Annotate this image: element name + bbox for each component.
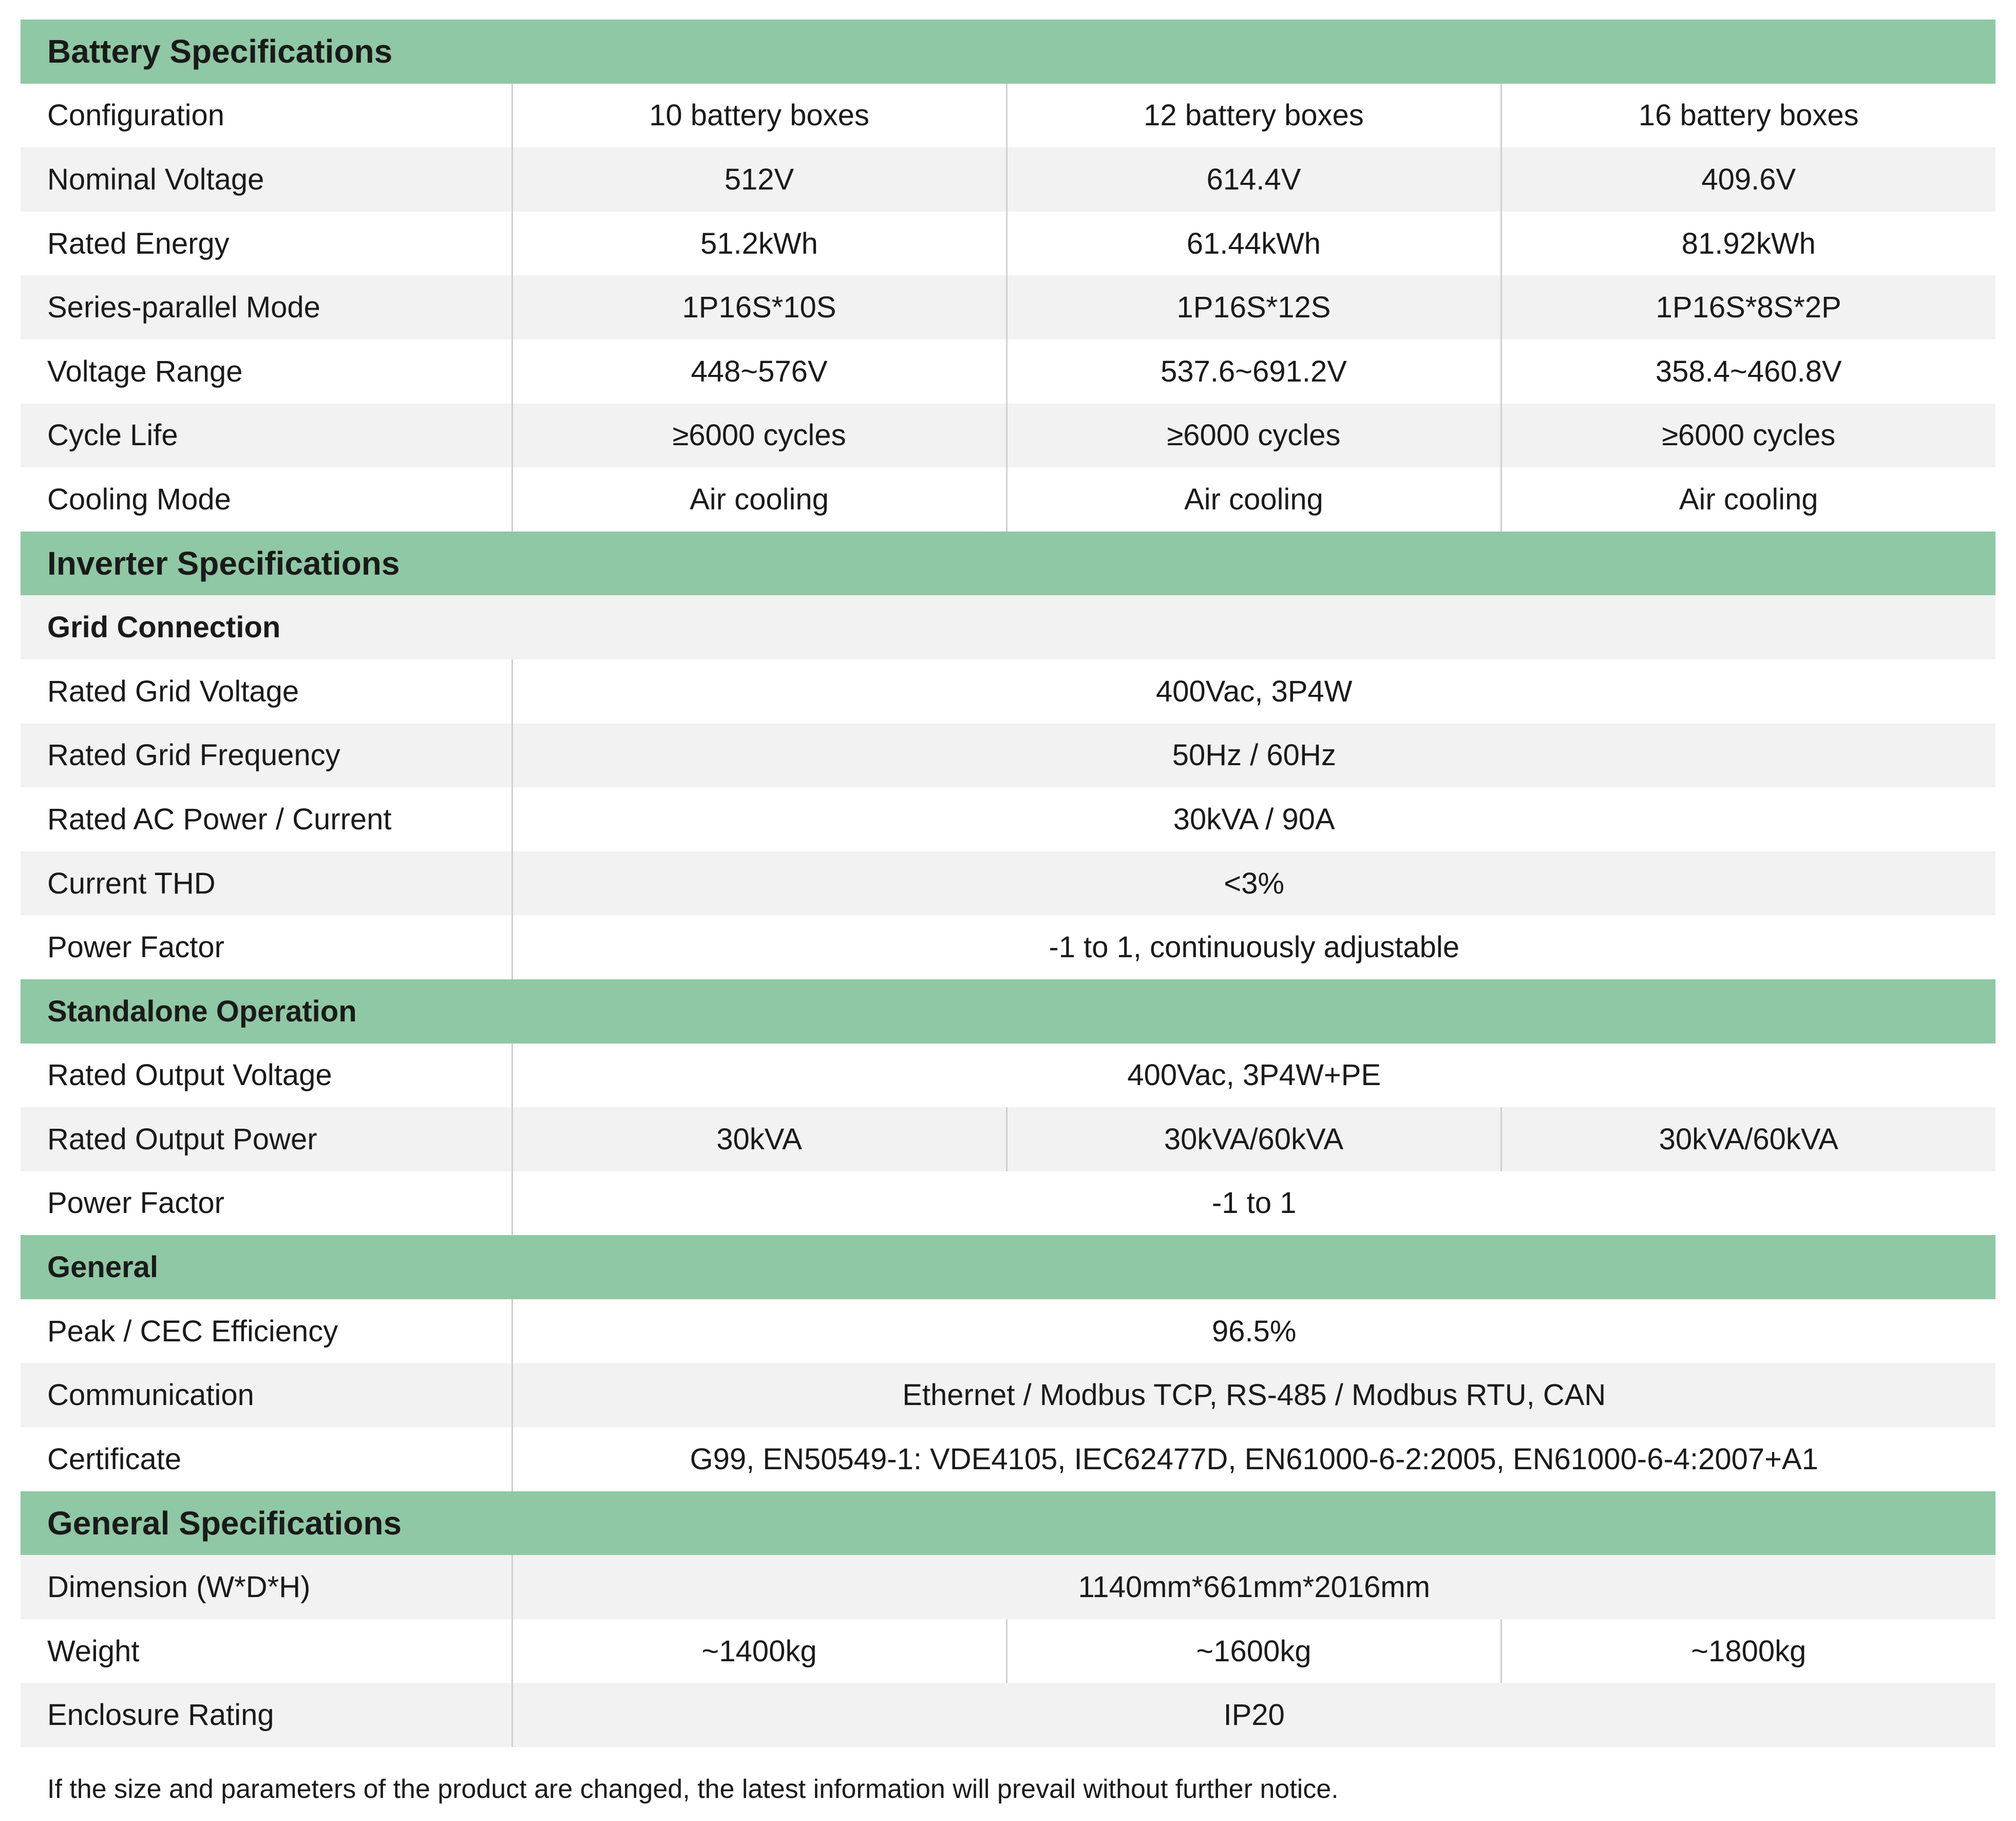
- cell-value: -1 to 1: [512, 1171, 1995, 1236]
- subsection-title: Grid Connection: [21, 595, 1995, 659]
- cell-value: ≥6000 cycles: [1006, 404, 1501, 468]
- row-label: Communication: [21, 1363, 512, 1427]
- table-row: [21, 1683, 1995, 1747]
- row-label: Dimension (W*D*H): [21, 1555, 512, 1619]
- row-label: Rated Grid Voltage: [21, 659, 512, 724]
- cell-value: -1 to 1, continuously adjustable: [512, 915, 1995, 979]
- row-label: Configuration: [21, 84, 512, 148]
- table-row: [21, 404, 1995, 468]
- cell-value: 16 battery boxes: [1501, 84, 1995, 148]
- cell-value: 50Hz / 60Hz: [512, 724, 1995, 788]
- row-label: Power Factor: [21, 915, 512, 979]
- table-row: [21, 787, 1995, 851]
- row-label: Voltage Range: [21, 339, 512, 404]
- cell-value: 51.2kWh: [512, 212, 1006, 276]
- cell-value: ~1400kg: [512, 1619, 1006, 1683]
- cell-value: 512V: [512, 147, 1006, 212]
- table-row: [21, 467, 1995, 532]
- cell-value: 12 battery boxes: [1006, 84, 1501, 148]
- table-row: [21, 275, 1995, 339]
- cell-value: IP20: [512, 1683, 1995, 1747]
- row-label: Enclosure Rating: [21, 1683, 512, 1747]
- section-title: Battery Specifications: [21, 20, 1995, 84]
- cell-value: 1P16S*12S: [1006, 275, 1501, 339]
- table-row: [21, 1299, 1995, 1363]
- row-label: Cooling Mode: [21, 467, 512, 532]
- cell-value: Air cooling: [512, 467, 1006, 532]
- row-label: Weight: [21, 1619, 512, 1683]
- subsection-general: [21, 1235, 1995, 1299]
- cell-value: ~1800kg: [1501, 1619, 1995, 1683]
- cell-value: <3%: [512, 851, 1995, 916]
- row-label: Series-parallel Mode: [21, 275, 512, 339]
- cell-value: 10 battery boxes: [512, 84, 1006, 148]
- section-title: Inverter Specifications: [21, 532, 1995, 596]
- table-row: [21, 851, 1995, 916]
- row-label: Rated Energy: [21, 212, 512, 276]
- cell-value: 1P16S*8S*2P: [1501, 275, 1995, 339]
- subsection-title: Standalone Operation: [21, 979, 1995, 1044]
- row-label: Rated Grid Frequency: [21, 724, 512, 788]
- cell-value: 400Vac, 3P4W: [512, 659, 1995, 724]
- table-row: [21, 1107, 1995, 1171]
- cell-value: 81.92kWh: [1501, 212, 1995, 276]
- cell-value: 448~576V: [512, 339, 1006, 404]
- table-row: [21, 339, 1995, 404]
- spec-table: [21, 20, 1995, 1747]
- cell-value: Air cooling: [1006, 467, 1501, 532]
- cell-value: 409.6V: [1501, 147, 1995, 212]
- table-row: [21, 1555, 1995, 1619]
- table-row: [21, 1044, 1995, 1108]
- cell-value: ~1600kg: [1006, 1619, 1501, 1683]
- cell-value: 614.4V: [1006, 147, 1501, 212]
- cell-value: 537.6~691.2V: [1006, 339, 1501, 404]
- table-row: [21, 84, 1995, 148]
- row-label: Certificate: [21, 1427, 512, 1491]
- table-row: [21, 1427, 1995, 1491]
- spec-sheet: [21, 20, 1995, 1747]
- row-label: Current THD: [21, 851, 512, 916]
- table-row: [21, 659, 1995, 724]
- section-title: General Specifications: [21, 1491, 1995, 1556]
- cell-value: Air cooling: [1501, 467, 1995, 532]
- cell-value: 30kVA/60kVA: [1006, 1107, 1501, 1171]
- cell-value: 61.44kWh: [1006, 212, 1501, 276]
- table-row: [21, 1619, 1995, 1683]
- row-label: Rated Output Power: [21, 1107, 512, 1171]
- subsection-grid-connection: [21, 595, 1995, 659]
- cell-value: 400Vac, 3P4W+PE: [512, 1044, 1995, 1108]
- row-label: Power Factor: [21, 1171, 512, 1236]
- cell-value: 30kVA / 90A: [512, 787, 1995, 851]
- cell-value: ≥6000 cycles: [1501, 404, 1995, 468]
- row-label: Peak / CEC Efficiency: [21, 1299, 512, 1363]
- subsection-standalone-operation: [21, 979, 1995, 1044]
- cell-value: 1P16S*10S: [512, 275, 1006, 339]
- table-row: [21, 212, 1995, 276]
- table-row: [21, 147, 1995, 212]
- row-label: Cycle Life: [21, 404, 512, 468]
- cell-value: Ethernet / Modbus TCP, RS-485 / Modbus RTU, CAN: [512, 1363, 1995, 1427]
- row-label: Nominal Voltage: [21, 147, 512, 212]
- cell-value: G99, EN50549-1: VDE4105, IEC62477D, EN61000-6-2:2005, EN61000-6-4:2007+A1: [512, 1427, 1995, 1491]
- cell-value: 96.5%: [512, 1299, 1995, 1363]
- table-row: [21, 915, 1995, 979]
- cell-value: 1140mm*661mm*2016mm: [512, 1555, 1995, 1619]
- section-battery-header: [21, 20, 1995, 84]
- cell-value: ≥6000 cycles: [512, 404, 1006, 468]
- table-row: [21, 724, 1995, 788]
- cell-value: 30kVA/60kVA: [1501, 1107, 1995, 1171]
- footnote: If the size and parameters of the product are changed, the latest information will prevail without further notice.: [47, 1774, 1339, 1804]
- row-label: Rated AC Power / Current: [21, 787, 512, 851]
- section-general-specs-header: [21, 1491, 1995, 1556]
- table-row: [21, 1363, 1995, 1427]
- cell-value: 358.4~460.8V: [1501, 339, 1995, 404]
- table-row: [21, 1171, 1995, 1236]
- section-inverter-header: [21, 532, 1995, 596]
- cell-value: 30kVA: [512, 1107, 1006, 1171]
- row-label: Rated Output Voltage: [21, 1044, 512, 1108]
- subsection-title: General: [21, 1235, 1995, 1299]
